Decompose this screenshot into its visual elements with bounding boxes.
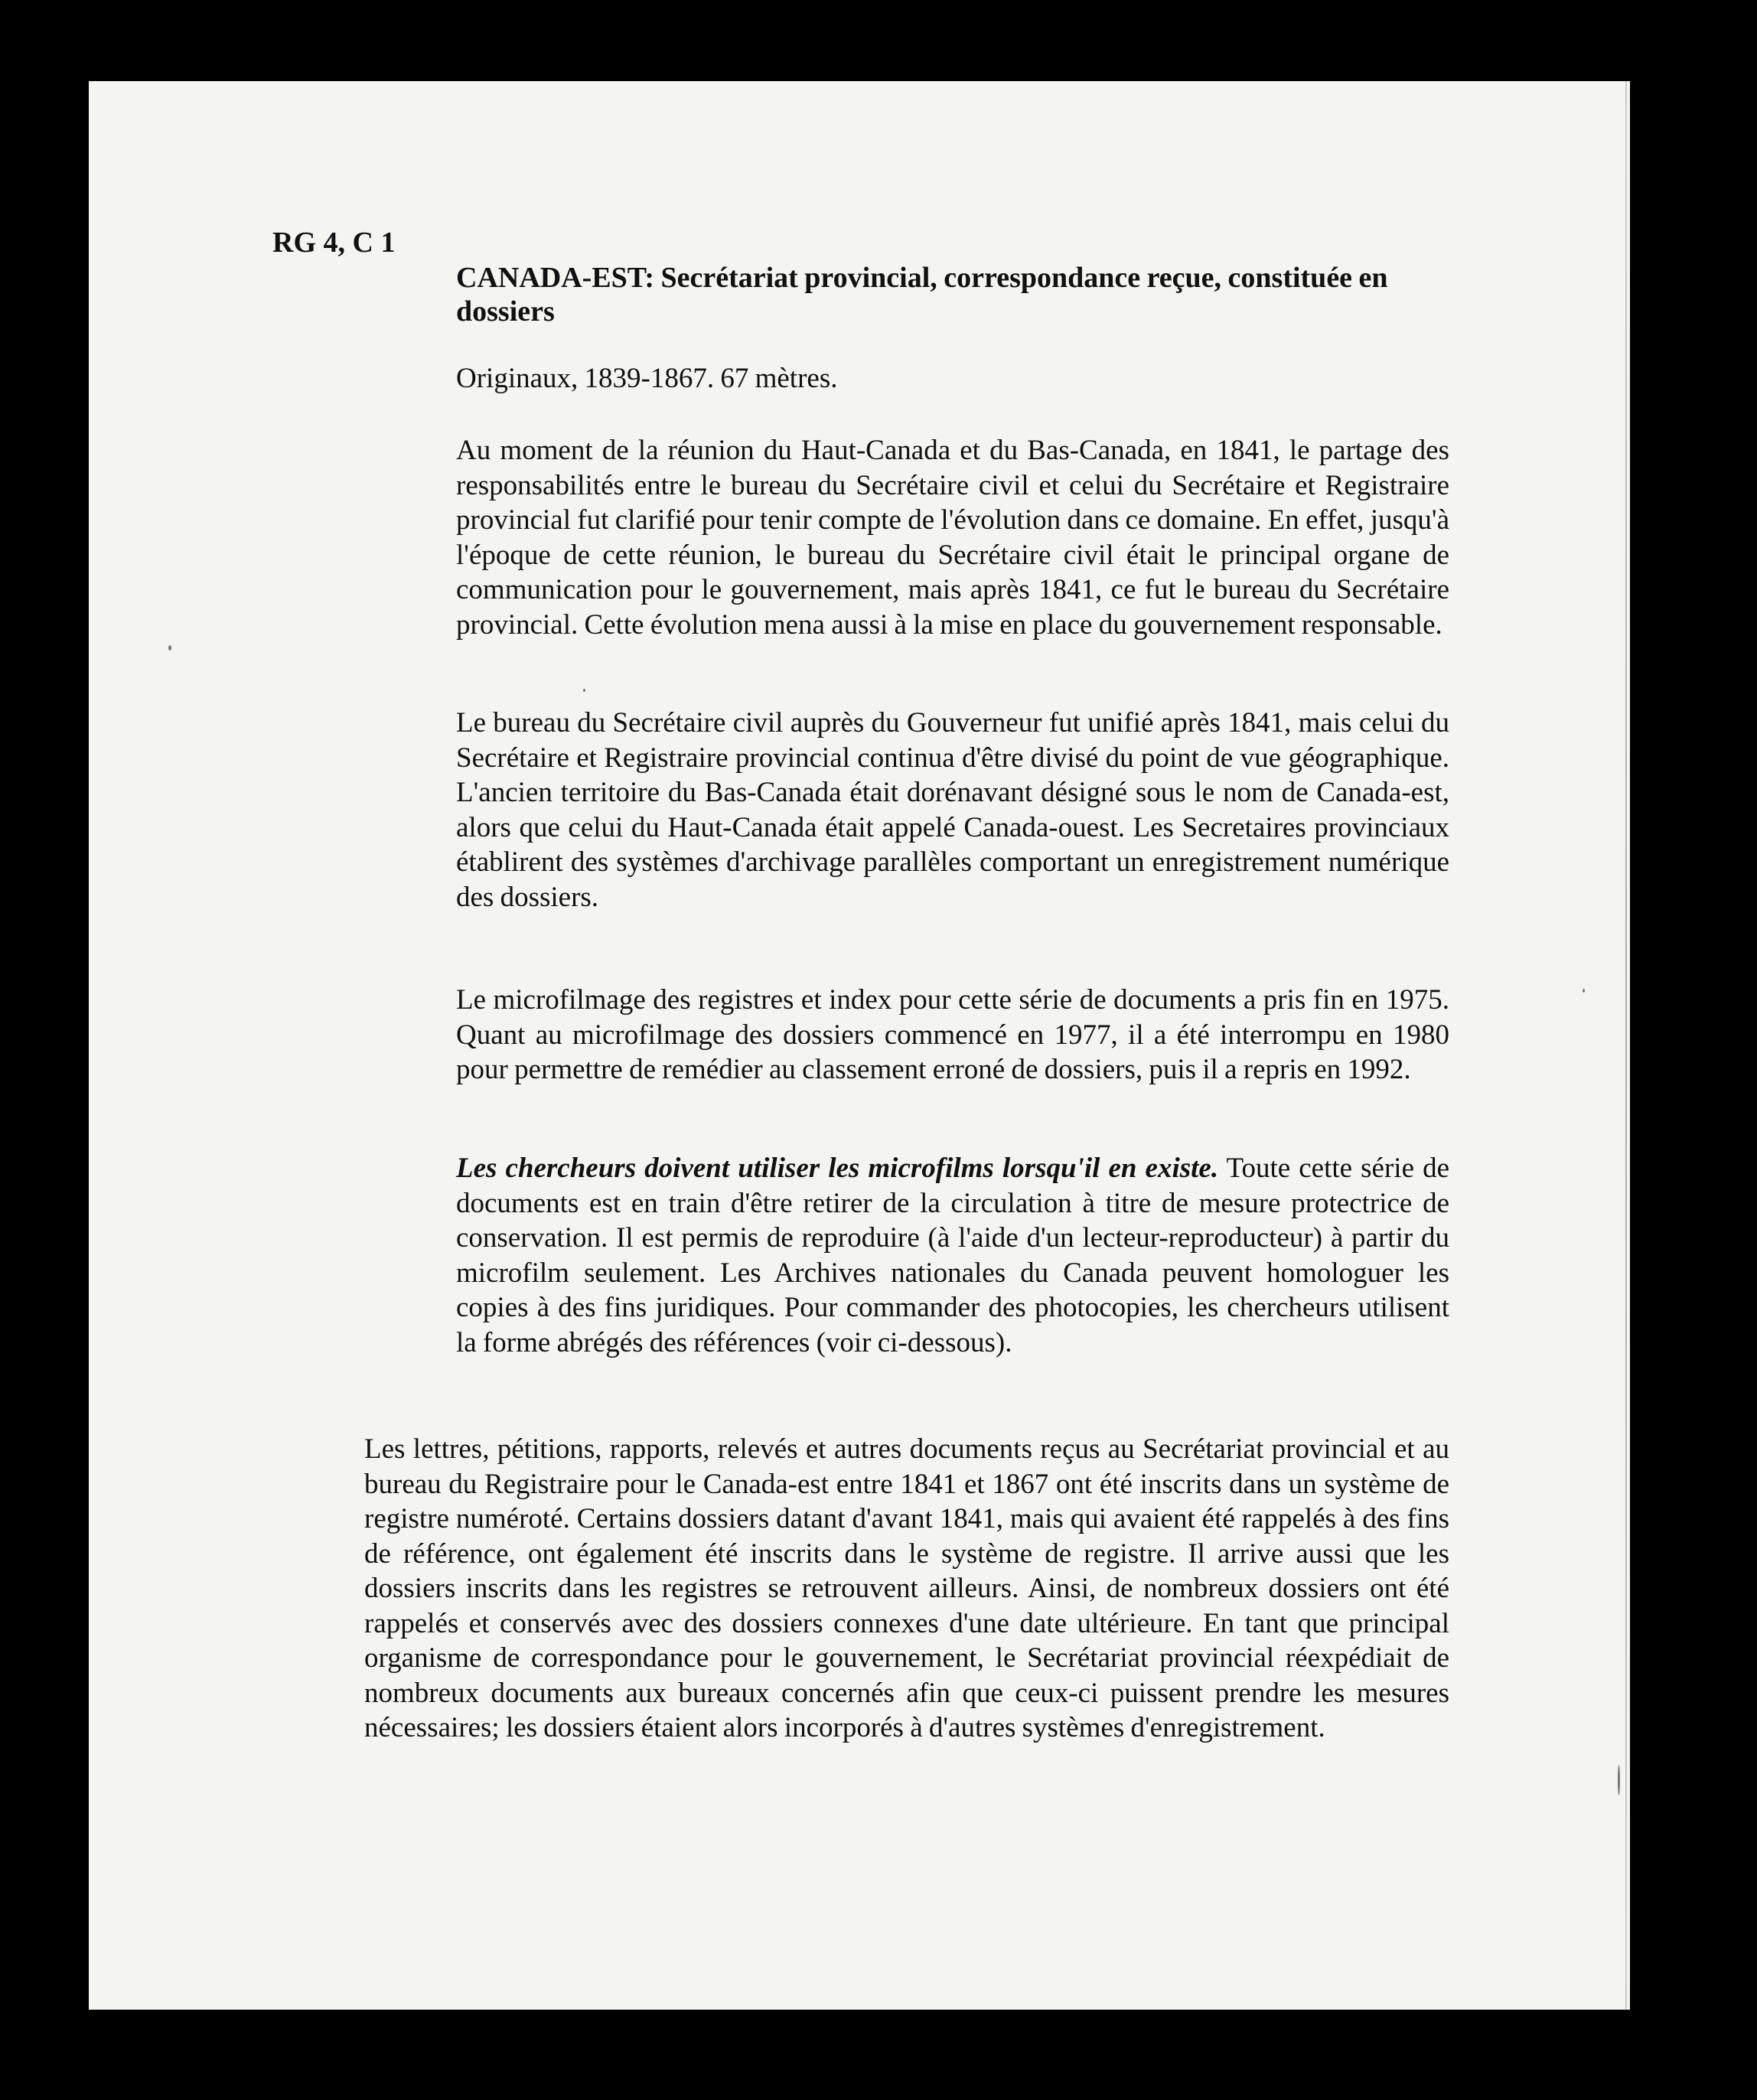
emphasis-text: Les chercheurs doivent utiliser les microfilms lorsqu'il en existe. [456,1153,1219,1184]
page-edge [1625,81,1627,2010]
scan-speck [1583,989,1585,993]
scanned-page [89,81,1630,2010]
document-title: CANADA-EST: Secrétariat provincial, correspondance reçue, constituée en dossiers [456,262,1388,328]
paragraph: Les lettres, pétitions, rapports, relevés et autres documents reçus au Secrétariat provincial et au bureau du Registraire pour le Canada-est entre 1841 et 1867 ont été inscrits dans un système de registre numéroté. Certains dossiers datant d'avant 1841, mais qui avaient été rappelés à des fins de référence, ont également été inscrits dans le système de registre. Il arrive aussi que les dossiers inscrits dans les registres se retrouvent ailleurs. Ainsi, de nombreux dossiers ont été rappelés et conservés avec des dossiers connexes d'une date ultérieure. En tant que principal organisme de correspondance pour le gouvernement, le Secrétariat provincial réexpédiait de nombreux documents aux bureaux concernés afin que ceux-ci puissent prendre les mesures nécessaires; les dossiers étaient alors incorporés à d'autres systèmes d'enregistrement. [364,1433,1449,1743]
paragraph: Au moment de la réunion du Haut-Canada et du Bas-Canada, en 1841, le partage des responsabilités entre le bureau du Secrétaire civil et celui du Secrétaire et Registraire provincial fut clarifié pour tenir compte de l'évolution dans ce domaine. En effet, jusqu'à l'époque de cette réunion, le bureau du Secrétaire civil était le principal organe de communication pour le gouvernement, mais après 1841, ce fut le bureau du Secrétaire provincial. Cette évolution mena aussi à la mise en place du gouvernement responsable. [456,435,1449,641]
extent-line: Originaux, 1839-1867. 67 mètres. [456,363,838,394]
paragraph: Le microfilmage des registres et index pour cette série de documents a pris fin en 1975. Quant au microfilmage des dossiers commencé en 1977, il a été interrompu en 1980 pour permettre de remédier au classement erroné de dossiers, puis il a repris en 1992. [456,984,1449,1085]
scan-speck [168,645,171,651]
scan-speck [1618,1765,1620,1795]
reference-code: RG 4, C 1 [272,227,396,259]
scan-speck [583,689,585,692]
paragraph [456,1151,1449,1360]
paragraph-text: Toute cette série de documents est en train d'être retirer de la circulation à titre de mesure protectrice de conservation. Il est permis de reproduire (à l'aide d'un lecteur-reproducteur) à partir du microfilm seulement. Les Archives nationales du Canada peuvent homologuer les copies à des fins juridiques. Pour commander des photocopies, les chercheurs utilisent la forme abrégés des références (voir ci-dessous). [456,1153,1449,1358]
paragraph: Le bureau du Secrétaire civil auprès du Gouverneur fut unifié après 1841, mais celui du Secrétaire et Registraire provincial continua d'être divisé du point de vue géographique. L'ancien territoire du Bas-Canada était dorénavant désigné sous le nom de Canada-est, alors que celui du Haut-Canada était appelé Canada-ouest. Les Secretaires provinciaux établirent des systèmes d'archivage parallèles comportant un enregistrement numérique des dossiers. [456,707,1449,913]
